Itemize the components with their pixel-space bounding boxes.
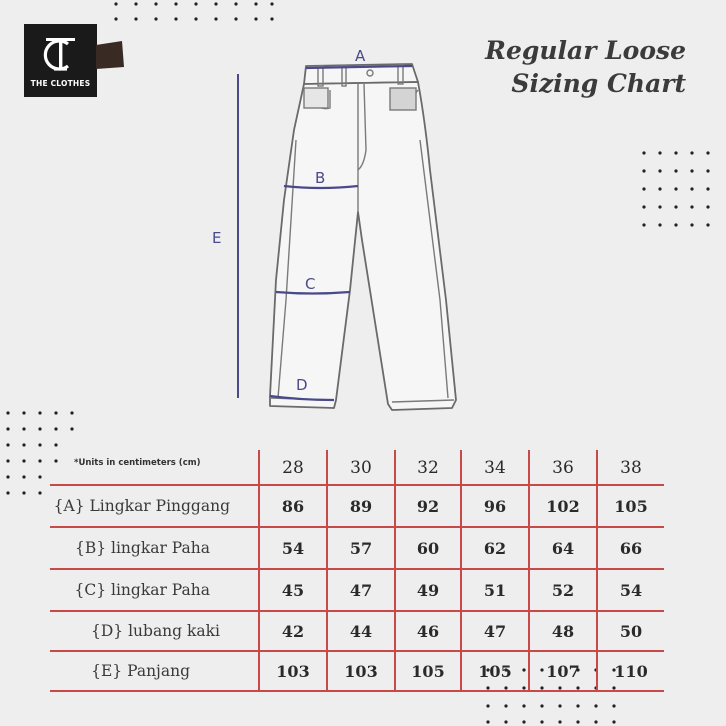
table-cell: 66: [619, 538, 643, 558]
table-cell: 49: [416, 580, 440, 600]
size-header: 36: [552, 458, 574, 478]
row-label: {B} lingkar Paha: [74, 539, 210, 557]
title-line-2: Sizing Chart: [511, 69, 686, 98]
table-cell: 54: [281, 538, 305, 558]
size-header: 32: [417, 458, 439, 478]
diagram-label-b: B: [315, 169, 326, 187]
table-cell: 62: [483, 538, 507, 558]
row-label: {C} lingkar Paha: [74, 581, 210, 599]
table-cell: 105: [411, 661, 445, 681]
title-line-1: Regular Loose: [485, 36, 686, 65]
table-cell: 57: [349, 538, 373, 558]
diagram-label-c: C: [305, 275, 316, 293]
diagram-label-d: D: [296, 376, 308, 394]
row-label: {D} lubang kaki: [91, 622, 220, 640]
table-cell: 51: [483, 580, 507, 600]
table-cell: 64: [551, 538, 575, 558]
table-cell: 44: [349, 621, 373, 641]
table-cell: 47: [349, 580, 373, 600]
table-cell: 47: [483, 621, 507, 641]
table-cell: 48: [551, 621, 575, 641]
unit-note: *Units in centimeters (cm): [74, 458, 201, 468]
table-cell: 102: [546, 496, 580, 516]
table-cell: 96: [483, 496, 507, 516]
table-cell: 92: [416, 496, 440, 516]
table-cell: 89: [349, 496, 373, 516]
size-header: 34: [484, 458, 506, 478]
row-label: {A} Lingkar Pinggang: [53, 497, 230, 515]
table-cell: 103: [344, 661, 378, 681]
logo-text: THE CLOTHES: [30, 79, 91, 88]
table-cell: 54: [619, 580, 643, 600]
table-cell: 52: [551, 580, 575, 600]
table-cell: 110: [614, 661, 648, 681]
diagram-label-e: E: [212, 229, 222, 247]
table-cell: 60: [416, 538, 440, 558]
table-cell: 50: [619, 621, 643, 641]
pants-outline: [270, 82, 456, 410]
table-cell: 105: [478, 661, 512, 681]
table-cell: 46: [416, 621, 440, 641]
table-cell: 103: [276, 661, 310, 681]
table-cell: 105: [614, 496, 648, 516]
diagram-label-a: A: [355, 47, 366, 65]
table-cell: 107: [546, 661, 580, 681]
table-cell: 86: [281, 496, 305, 516]
table-cell: 45: [281, 580, 305, 600]
size-header: 28: [282, 458, 304, 478]
table-cell: 42: [281, 621, 305, 641]
size-header: 38: [620, 458, 642, 478]
table-rule: [50, 690, 664, 692]
row-label: {E} Panjang: [91, 662, 190, 680]
size-header: 30: [350, 458, 372, 478]
